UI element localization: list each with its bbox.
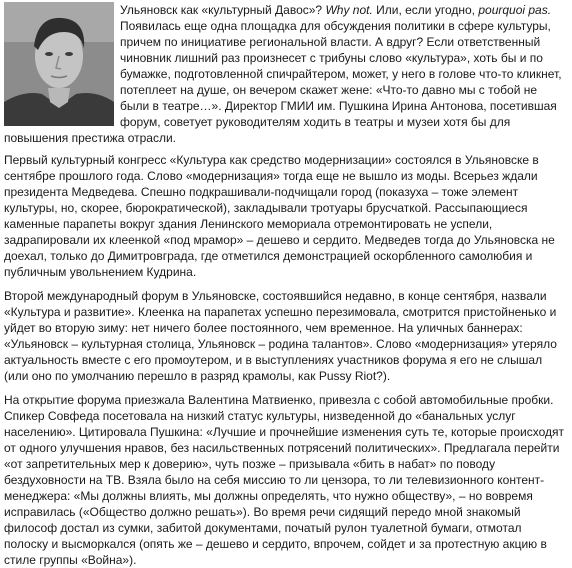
portrait-image xyxy=(4,2,114,126)
paragraph-second-forum: Второй международный форум в Ульяновске, состоявшийся недавно, в конце сентября, назвали «Культура и развитие». Клеенка на парапетах успешно перезимовала, смотрится пристойненько и уйдет во вторую зиму: нет ничего более постоянного, чем временное. На уличных баннерах: «Ульяновск – культурная столица, Ульяновск – родина талантов». Слово «модернизация» утеряло актуальность вместе с его промоутером, и в выступлениях участников форума я его не слышал (или оно по умолчанию перешло в разряд крамолы, как Pussy Riot?). xyxy=(4,289,557,383)
author-photo xyxy=(4,2,114,126)
paragraph-first-congress: Первый культурный конгресс «Культура как средство модернизации» состоялся в Ульяновске в сентябре прошлого года. Слово «модернизация» тогда еще не вышло из моды. Всерьез ждали президента Медведева. Спешно подкрашивали-подчищали город (показуха – тоже элемент культуры, но, скорее, бюрократической), закладывали тротуары брусчаткой. Рассыпающиеся каменные парапеты вокруг здания Ленинского мемориала отремонтировать не успели, задрапировали их клеенкой «под мрамор» – дешево и сердито. Медведев тогда до Ульяновска не доехал, только до Димитровграда, где отметился демонстрацией оскорбленного самолюбия и публичным увольнением Кудрина. xyxy=(4,153,555,279)
intro-why-not: Why not. xyxy=(325,3,373,17)
intro-text-c: Появилась еще одна площадка для обсуждения политики в сфере культуры, причем по инициативе региональной власти. А вдруг? Если ответственный чиновник лишний раз произнесет с трибуны слово «культура», хоть бы и по бумажке, подготовленной спичрайтером, может, у него в голове что-то кликнет, потеплеет на душе, он вечером скажет жене: «Что-то давно мы с тобой не были в театре…». Директор ГМИИ им. Пушкина Ирина Антонова, посетившая форум, советует руководителям ходить в театры и музеи хотя бы для повышения престижа отрасли. xyxy=(4,19,562,145)
intro-pourquoi-pas: pourquoi pas. xyxy=(478,3,552,17)
intro-text-b: Или, если угодно, xyxy=(372,3,479,17)
paragraph-matvienko: На открытие форума приезжала Валентина Матвиенко, привезла с собой автомобильные пробки. Спикер Совфеда посетовала на низкий статус культуры, низведенной до «банальных услуг населению». Цитировала Пушкина: «Лучшие и прочнейшие изменения суть те, которые происходят от одного улучшения нравов, без насильственных потрясений политических». Предлагала перейти «от запретительных мер к доверию», чуть позже – призывала «бить в набат» по поводу бездуховности на ТВ. Взяла было на себя миссию то ли цензора, то ли телевизионного контент-менеджера: «Мы должны влиять, мы должны определять, что нужно обществу», – но вовремя исправилась («Общество должно решать»). Во время речи сидящий передо мной знакомый философ достал из сумки, забитой документами, початый рулон туалетной бумаги, отмотал полоску и высморкался (опять же – дешево и сердито, впрочем, сойдет и за протестную акцию в стиле группы «Война»). xyxy=(4,393,564,567)
intro-text-a: Ульяновск как «культурный Давос»? xyxy=(120,3,326,17)
